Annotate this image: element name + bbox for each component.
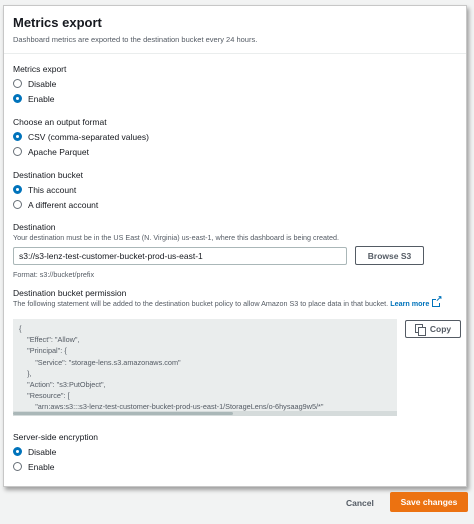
output-format-parquet-label: Apache Parquet (28, 146, 89, 157)
encryption-enable-label: Enable (28, 461, 55, 472)
metrics-export-disable-radio[interactable] (13, 79, 22, 88)
bucket-permission-description-line (13, 299, 440, 308)
destination-bucket-label: Destination bucket (13, 170, 83, 180)
copy-icon (415, 324, 425, 334)
destination-label: Destination (13, 222, 56, 232)
form-footer (0, 490, 474, 524)
metrics-export-disable-option[interactable] (13, 76, 66, 91)
destination-input[interactable]: s3://s3-lenz-test-customer-bucket-prod-us-east-1 (13, 247, 347, 265)
destination-different-account-label: A different account (28, 199, 99, 210)
destination-format-hint: Format: s3://bucket/prefix (13, 270, 95, 279)
metrics-export-enable-radio[interactable] (13, 94, 22, 103)
policy-line: "Effect": "Allow", (19, 335, 80, 345)
destination-different-account-radio[interactable] (13, 200, 22, 209)
policy-code-block (13, 319, 397, 416)
copy-button[interactable] (405, 320, 461, 338)
metrics-export-disable-label: Disable (28, 78, 57, 89)
destination-this-account-option[interactable] (13, 182, 98, 197)
policy-line: "Service": "storage-lens.s3.amazonaws.com" (19, 357, 181, 367)
output-format-label: Choose an output format (13, 117, 107, 127)
policy-line: "Resource": [ (19, 391, 70, 401)
learn-more-label: Learn more (390, 299, 430, 308)
external-link-icon (432, 299, 440, 307)
header-divider (4, 53, 466, 54)
learn-more-link[interactable] (390, 299, 440, 308)
browse-s3-button[interactable]: Browse S3 (355, 246, 424, 265)
metrics-export-field (13, 64, 66, 106)
encryption-enable-radio[interactable] (13, 462, 22, 471)
panel-description: Dashboard metrics are exported to the destination bucket every 24 hours. (13, 35, 258, 44)
destination-field (13, 222, 339, 242)
output-format-csv-radio[interactable] (13, 132, 22, 141)
destination-description: Your destination must be in the US East (N. Virginia) us-east-1, where this dashboard is being created. (13, 233, 340, 242)
bucket-permission-label: Destination bucket permission (13, 288, 127, 298)
policy-line: "Principal": { (19, 346, 67, 356)
destination-different-account-option[interactable] (13, 197, 98, 212)
encryption-enable-option[interactable] (13, 459, 98, 474)
encryption-disable-option[interactable] (13, 444, 98, 459)
metrics-export-enable-option[interactable] (13, 91, 66, 106)
scrollbar-thumb[interactable] (13, 412, 233, 415)
destination-bucket-field (13, 170, 98, 212)
destination-this-account-radio[interactable] (13, 185, 22, 194)
output-format-parquet-radio[interactable] (13, 147, 22, 156)
policy-line: }, (19, 368, 32, 378)
bucket-permission-description: The following statement will be added to the destination bucket policy to allow Amazon S3 to place data in that bucket. (13, 299, 389, 308)
metrics-export-label: Metrics export (13, 64, 67, 74)
policy-line: { (19, 324, 22, 333)
metrics-export-panel (3, 5, 467, 487)
encryption-label: Server-side encryption (13, 432, 99, 442)
policy-horizontal-scrollbar[interactable] (13, 411, 397, 416)
output-format-field (13, 117, 149, 159)
output-format-csv-option[interactable] (13, 129, 149, 144)
output-format-parquet-option[interactable] (13, 144, 149, 159)
output-format-csv-label: CSV (comma-separated values) (28, 131, 149, 142)
panel-header (13, 15, 257, 44)
encryption-disable-label: Disable (28, 446, 57, 457)
metrics-export-enable-label: Enable (28, 93, 55, 104)
policy-line: "Action": "s3:PutObject", (19, 380, 106, 390)
encryption-field (13, 432, 98, 474)
panel-title: Metrics export (13, 15, 102, 30)
policy-line: "arn:aws:s3:::s3-lenz-test-customer-bucket-prod-us-east-1/StorageLens/o-6hysaag9w5/*" (19, 402, 324, 412)
encryption-disable-radio[interactable] (13, 447, 22, 456)
copy-label: Copy (429, 324, 452, 334)
bucket-permission-field (13, 288, 440, 308)
save-changes-button[interactable]: Save changes (390, 492, 468, 512)
destination-this-account-label: This account (28, 184, 77, 195)
cancel-button[interactable]: Cancel (346, 498, 374, 508)
